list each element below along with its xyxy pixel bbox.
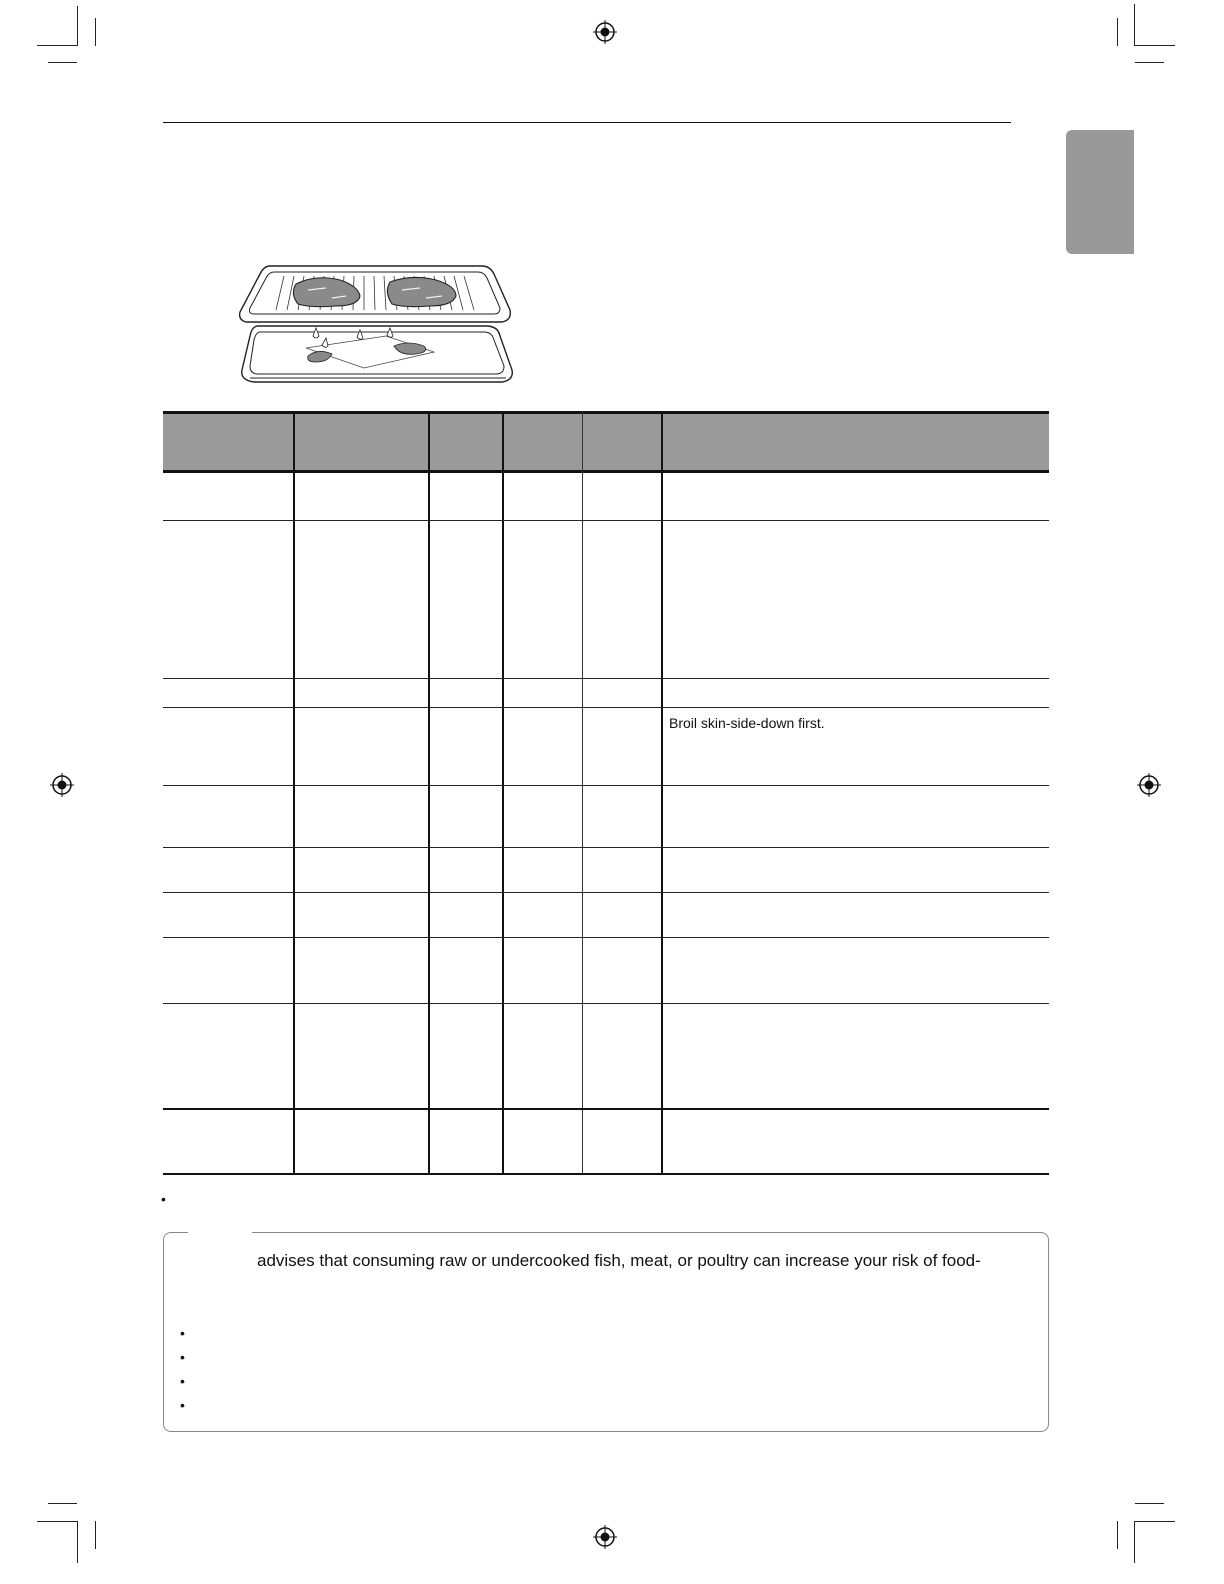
note-box [163, 1232, 1049, 1432]
crop-mark [48, 1503, 77, 1504]
row-divider [163, 707, 1049, 708]
row-divider [163, 678, 1049, 679]
crop-mark [95, 1521, 96, 1549]
crop-mark [1134, 1521, 1135, 1563]
crop-mark [1135, 1521, 1175, 1522]
registration-mark-icon [1137, 773, 1161, 797]
row-divider [163, 847, 1049, 848]
note-title-gap [188, 1231, 252, 1235]
row-divider [163, 1108, 1049, 1110]
registration-mark-icon [593, 20, 617, 44]
registration-mark-icon [50, 773, 74, 797]
row-divider [163, 937, 1049, 938]
note-bullet: • [180, 1349, 185, 1365]
crop-mark [48, 62, 77, 63]
row-divider [163, 1003, 1049, 1004]
table-footnote-bullet: • [161, 1191, 166, 1207]
note-bullet: • [180, 1373, 185, 1389]
crop-mark [37, 1521, 77, 1522]
crop-mark [1134, 4, 1135, 46]
broiling-chart-table [163, 411, 1049, 1175]
registration-mark-icon [593, 1525, 617, 1549]
crop-mark [77, 6, 78, 46]
column-divider [502, 411, 504, 1175]
table-cell-tip: Broil skin-side-down first. [669, 715, 825, 731]
crop-mark [1135, 1503, 1164, 1504]
crop-mark [37, 45, 77, 46]
crop-mark [95, 18, 96, 46]
row-divider [163, 520, 1049, 521]
column-divider [661, 411, 663, 1175]
broiler-pan-illustration [236, 260, 516, 392]
header-rule [163, 122, 1011, 123]
language-side-tab [1066, 130, 1134, 254]
column-divider [582, 411, 583, 1175]
crop-mark [1117, 1521, 1118, 1549]
crop-mark [1117, 18, 1118, 46]
column-divider [293, 411, 295, 1175]
table-header-row [163, 411, 1049, 473]
crop-mark [1135, 62, 1164, 63]
note-bullet: • [180, 1397, 185, 1413]
note-text: advises that consuming raw or undercooked fish, meat, or poultry can increase your risk of food- [257, 1251, 981, 1270]
crop-mark [1135, 45, 1175, 46]
column-divider [428, 411, 430, 1175]
note-bullet: • [180, 1325, 185, 1341]
row-divider [163, 892, 1049, 893]
row-divider [163, 785, 1049, 786]
row-divider [163, 1173, 1049, 1175]
crop-mark [77, 1521, 78, 1563]
